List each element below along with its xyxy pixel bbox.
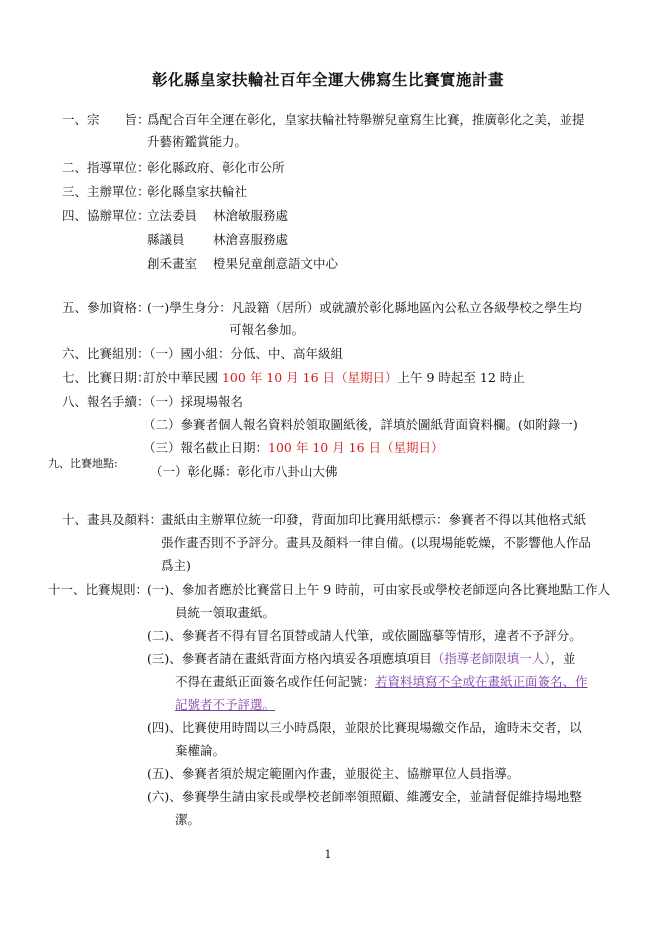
- co-organizer-name-1: 林滄敏服務處: [213, 208, 289, 223]
- eligibility-text-2: 可報名參加。: [229, 322, 305, 337]
- date-pre: 訂於中華民國: [143, 370, 222, 385]
- co-organizer-role-3: 創禾畫室: [147, 256, 198, 271]
- materials-text-2: 張作畫否則不予評分。畫具及顏料一律自備。(以現場能乾燥，不影響他人作品: [161, 535, 591, 550]
- date-text: [143, 370, 525, 386]
- category-text: （一）國小組：分低、中、高年級組: [143, 346, 344, 361]
- rule-3-line-2: [175, 674, 588, 690]
- document-title: 彰化縣皇家扶輪社百年全運大佛寫生比賽實施計畫: [151, 70, 504, 89]
- rule-6-line-1: (六)、參賽學生請由家長或學校老師率領照顧、維護安全，並請督促維持場地整: [147, 789, 582, 804]
- purpose-text-1: 爲配合百年全運在彰化，皇家扶輪社特舉辦兒童寫生比賽，推廣彰化之美，並提: [147, 112, 585, 127]
- registration-label: 八、報名手續：: [62, 394, 150, 409]
- deadline-label: （三）報名截止日期：: [143, 440, 269, 455]
- co-organizer-label: 四、協辦單位：: [62, 208, 150, 223]
- eligibility-text-1: (一)學生身分：凡設籍（居所）或就讀於彰化縣地區內公私立各級學校之學生均: [147, 300, 582, 315]
- rule-1-line-1: (一)、參加者應於比賽當日上午 9 時前，可由家長或學校老師逕向各比賽地點工作人: [147, 582, 611, 597]
- guidance-text: 彰化縣政府、彰化市公所: [147, 160, 285, 175]
- rule-2: (二)、參賽者不得有冒名頂替或請人代筆，或依圖臨摹等情形，違者不予評分。: [147, 628, 582, 643]
- rule-4-line-1: (四)、比賽使用時間以三小時爲限，並限於比賽現場繳交作品，逾時未交者，以: [147, 720, 582, 735]
- rule-5: (五)、參賽者須於規定範圍內作畫，並服從主、協辦單位人員指導。: [147, 766, 520, 781]
- registration-item-2: （二）參賽者個人報名資料於領取圖紙後，詳填於圖紙背面資料欄。(如附錄一): [143, 417, 578, 432]
- date-time: 上午 9 時起至 12 時止: [397, 370, 525, 385]
- co-organizer-role-1: 立法委員: [147, 208, 198, 223]
- rule-4-line-2: 棄權論。: [175, 743, 226, 758]
- rule-3-tail: ，並: [550, 651, 576, 666]
- rule-3-warning: 若資料填寫不全或在畫紙正面簽名、作: [375, 674, 588, 689]
- rule-3-note: （指導老師限填一人）: [431, 651, 551, 666]
- registration-item-3: [143, 440, 444, 456]
- date-label: 七、比賽日期：: [62, 370, 150, 385]
- rule-6-line-2: 潔。: [175, 812, 201, 827]
- co-organizer-name-2: 林滄喜服務處: [213, 232, 289, 247]
- rules-label: 十一、比賽規則：: [48, 582, 149, 597]
- materials-text-3: 爲主): [161, 558, 191, 573]
- purpose-text-2: 升藝術鑑賞能力。: [147, 134, 248, 149]
- materials-text-1: 畫紙由主辦單位統一印發，背面加印比賽用紙標示：參賽者不得以其他格式紙: [161, 512, 587, 527]
- event-date: 100 年 10 月 16 日（星期日）: [221, 370, 398, 385]
- purpose-label: 一、宗 旨：: [62, 112, 150, 127]
- rule-3-text: (三)、參賽者請在畫紙背面方格內填妥各項應填項目: [147, 651, 432, 666]
- venue-text: （一）彰化縣：彰化市八卦山大佛: [150, 464, 338, 479]
- guidance-label: 二、指導單位：: [62, 160, 150, 175]
- page-number: 1: [324, 848, 332, 861]
- rule-3-line-3: 記號者不予評選。: [175, 697, 276, 712]
- rule-1-line-2: 員統一領取畫紙。: [175, 605, 276, 620]
- organizer-label: 三、主辦單位：: [62, 184, 150, 199]
- category-label: 六、比賽組別：: [62, 346, 150, 361]
- co-organizer-name-3: 橙果兒童創意語文中心: [213, 256, 339, 271]
- eligibility-label: 五、參加資格：: [62, 300, 150, 315]
- materials-label: 十、畫具及顏料：: [62, 512, 163, 527]
- registration-item-1: （一）採現場報名: [143, 394, 244, 409]
- deadline-date: 100 年 10 月 16 日（星期日）: [268, 440, 444, 455]
- organizer-text: 彰化縣皇家扶輪社: [147, 184, 248, 199]
- rule-3-line-1: [147, 651, 576, 667]
- rule-3-text-2: 不得在畫紙正面簽名或作任何記號：: [175, 674, 376, 689]
- venue-label: 九、比賽地點:: [48, 457, 118, 470]
- co-organizer-role-2: 縣議員: [147, 232, 185, 247]
